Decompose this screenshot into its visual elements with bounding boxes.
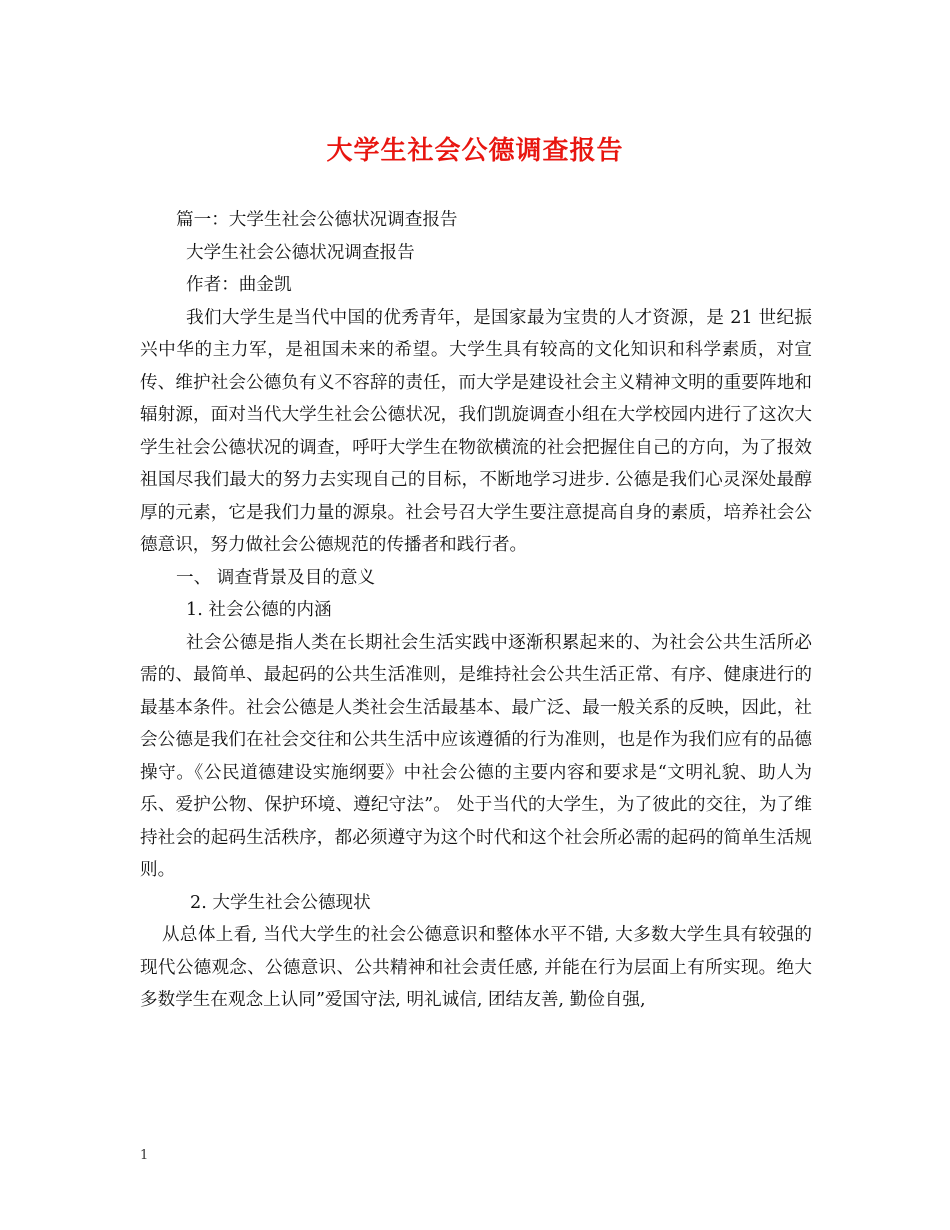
author-line: 作者：曲金凯 [186,275,292,295]
status-paragraph: 从总体上看, 当代大学生的社会公德意识和整体水平不错, 大多数大学生具有较强的现代公德观念、公德意识、公共精神和社会责任感, 并能在行为层面上有所实现。绝大多数学生在观念上认同”爱国守法, 明礼诚信, 团结友善, 勤俭自强, [140,925,812,1010]
subheading-1: 1. 社会公德的内涵 [186,600,332,620]
meaning-paragraph: 社会公德是指人类在长期社会生活实践中逐渐积累起来的、为社会公共生活所必需的、最简单、最起码的公共生活准则，是维持社会公共生活正常、有序、健康进行的最基本条件。社会公德是人类社会生活最基本、最广泛、最一般关系的反映，因此，社会公德是我们在社会交往和公共生活中应该遵循的行为准则，也是作为我们应有的品德操守。《公民道德建设实施纲要》中社会公德的主要内容和要求是“文明礼貌、助人为乐、爱护公物、保护环境、遵纪守法”。 处于当代的大学生，为了彼此的交往，为了维持社会的起码生活秩序，都必须遵守为这个时代和这个社会所必需的起码的简单生活规则。 [140,632,812,880]
document-body [140,204,812,1017]
document-title: 大学生社会公德调查报告 [326,136,624,166]
section-heading-1: 一、 调查背景及目的意义 [176,567,376,588]
page-number: 1 [140,1148,149,1163]
report-subtitle: 大学生社会公德状况调查报告 [186,242,415,263]
subheading-2: 2. 大学生社会公德现状 [190,892,371,913]
intro-paragraph: 我们大学生是当代中国的优秀青年，是国家最为宝贵的人才资源，是 21 世纪振兴中华的主力军，是祖国未来的希望。大学生具有较高的文化知识和科学素质，对宣传、维护社会公德负有义不容辞的责任，而大学是建设社会主义精神文明的重要阵地和辐射源，面对当代大学生社会公德状况，我们凯旋调查小组在大学校园内进行了这次大学生社会公德状况的调查，呼吁大学生在物欲横流的社会把握住自己的方向，为了报效祖国尽我们最大的努力去实现自己的目标，不断地学习进步. 公德是我们心灵深处最醇厚的元素，它是我们力量的源泉。社会号召大学生要注意提高自身的素质，培养社会公德意识，努力做社会公德规范的传播者和践行者。 [140,307,812,555]
chapter-heading: 篇一：大学生社会公德状况调查报告 [176,210,458,230]
